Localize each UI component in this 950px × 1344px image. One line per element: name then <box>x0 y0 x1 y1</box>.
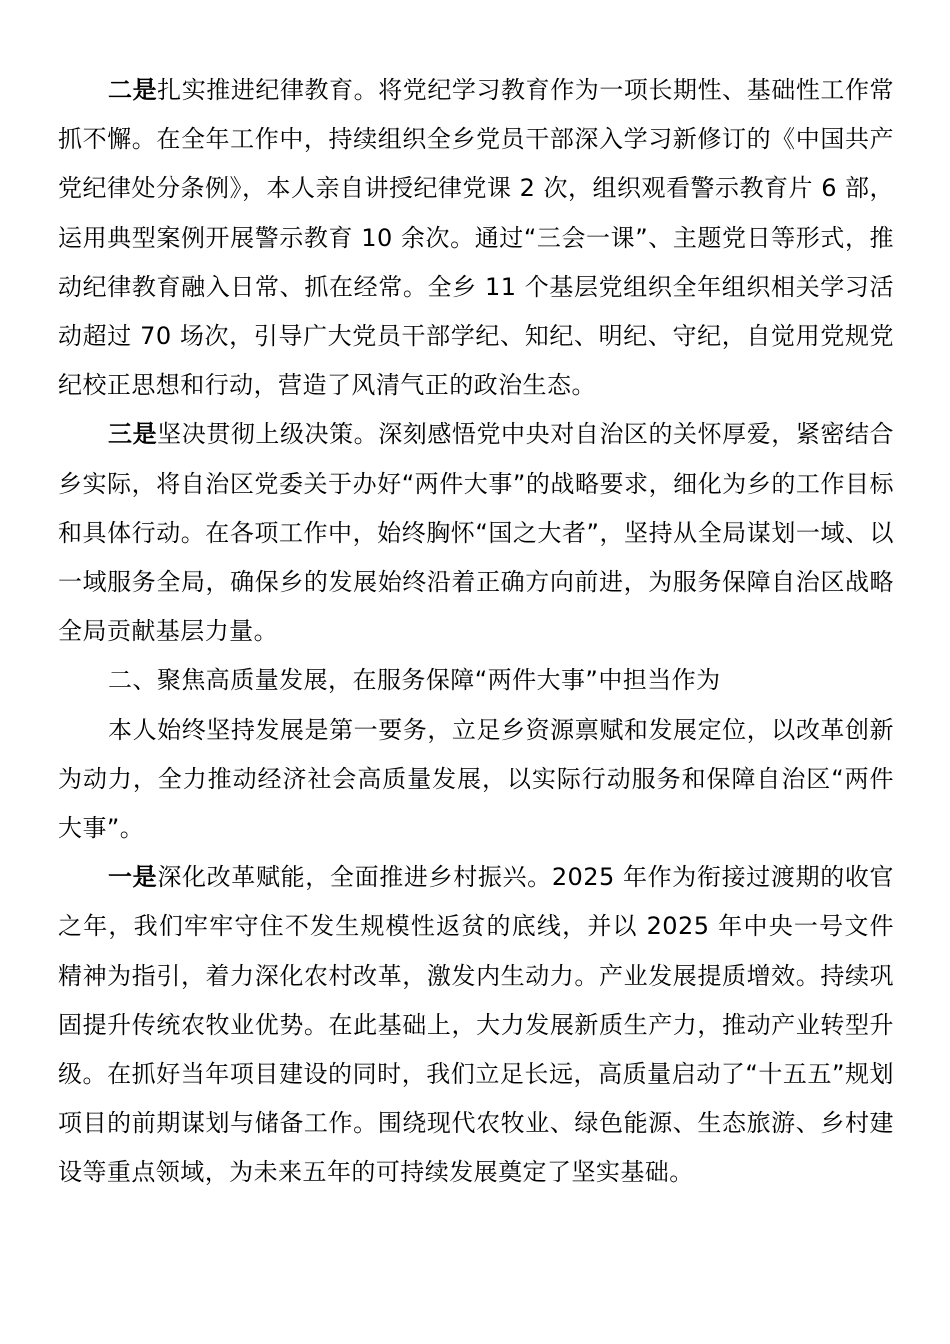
paragraph-body: 本人始终坚持发展是第一要务，立足乡资源禀赋和发展定位，以改革创新为动力，全力推动经济社会高质量发展，以实际行动服务和保障自治区“两件大事”。 <box>58 715 894 843</box>
paragraph-rural-revitalization <box>58 853 894 1197</box>
paragraph-intro <box>58 706 894 854</box>
paragraph-lead: 一是 <box>108 863 158 892</box>
paragraph-body: 深化改革赋能，全面推进乡村振兴。2025 年作为衔接过渡期的收官之年，我们牢牢守住不发生规模性返贫的底线，并以 2025 年中央一号文件精神为指引，着力深化农村改革，激发内生动力。产业发展提质增效。持续巩固提升传统农牧业优势。在此基础上，大力发展新质生产力，推动产业转型升级。在抓好当年项目建设的同时，我们立足长远，高质量启动了“十五五”规划项目的前期谋划与储备工作。围绕现代农牧业、绿色能源、生态旅游、乡村建设等重点领域，为未来五年的可持续发展奠定了坚实基础。 <box>58 863 895 1187</box>
paragraph-body: 坚决贯彻上级决策。深刻感悟党中央对自治区的关怀厚爱，紧密结合乡实际，将自治区党委关于办好“两件大事”的战略要求，细化为乡的工作目标和具体行动。在各项工作中，始终胸怀“国之大者”，坚持从全局谋划一域、以一域服务全局，确保乡的发展始终沿着正确方向前进，为服务保障自治区战略全局贡献基层力量。 <box>58 420 895 646</box>
paragraph-lead: 三是 <box>108 420 158 449</box>
paragraph-implement-decisions <box>58 410 894 656</box>
paragraph-body: 扎实推进纪律教育。将党纪学习教育作为一项长期性、基础性工作常抓不懈。在全年工作中，持续组织全乡党员干部深入学习新修订的《中国共产党纪律处分条例》，本人亲自讲授纪律党课 2 次，组织观看警示教育片 6 部，运用典型案例开展警示教育 10 余次。通过“三会一课”、主题党日等形式，推动纪律教育融入日常、抓在经常。全乡 11 个基层党组织全年组织相关学习活动超过 70 场次，引导广大党员干部学纪、知纪、明纪、守纪，自觉用党规党纪校正思想和行动，营造了风清气正的政治生态。 <box>58 76 895 400</box>
paragraph-lead: 二是 <box>108 76 158 104</box>
section-heading: 二、聚焦高质量发展，在服务保障“两件大事”中担当作为 <box>108 666 721 695</box>
paragraph-discipline-education <box>58 66 894 410</box>
document-page <box>58 66 894 1198</box>
